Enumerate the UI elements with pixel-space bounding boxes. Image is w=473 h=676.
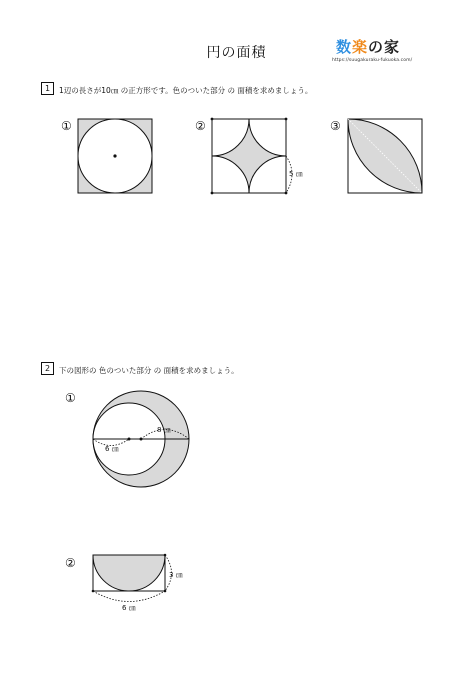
center-dot — [113, 154, 116, 157]
q2-figure-1 — [93, 391, 189, 487]
q1-figure-1 — [78, 119, 152, 193]
q1-fig1-label: ① — [61, 119, 72, 133]
q2-fig1-large-dim: 8 ㎝ — [157, 426, 171, 434]
question-2-number: 2 — [41, 362, 54, 375]
site-url[interactable]: https://suugakuraku-fukuoka.com/ — [332, 58, 413, 63]
page-title: 円の面積 — [206, 45, 267, 61]
site-logo[interactable]: 数楽の家 — [336, 38, 401, 56]
q2-figure-2 — [92, 554, 172, 602]
question-1-number: 1 — [41, 82, 54, 95]
q1-fig2-label: ② — [195, 119, 206, 133]
q1-figure-2 — [211, 118, 292, 195]
q2-fig2-width-dim: 6 ㎝ — [122, 604, 136, 612]
q2-fig1-small-dim: 6 ㎝ — [105, 445, 119, 453]
q2-fig1-label: ① — [65, 391, 76, 405]
q1-fig3-label: ③ — [330, 119, 341, 133]
question-1-text: 1辺の長さが10㎝ の正方形です。色のついた部分 の 面積を求めましょう。 — [59, 86, 313, 95]
q2-fig2-height-dim: 3 ㎝ — [169, 571, 183, 579]
q1-figure-3 — [348, 119, 422, 193]
q2-fig2-label: ② — [65, 556, 76, 570]
question-2-text: 下の図形の 色のついた部分 の 面積を求めましょう。 — [59, 366, 239, 375]
q1-fig2-dimension-label: 5 ㎝ — [289, 170, 303, 178]
